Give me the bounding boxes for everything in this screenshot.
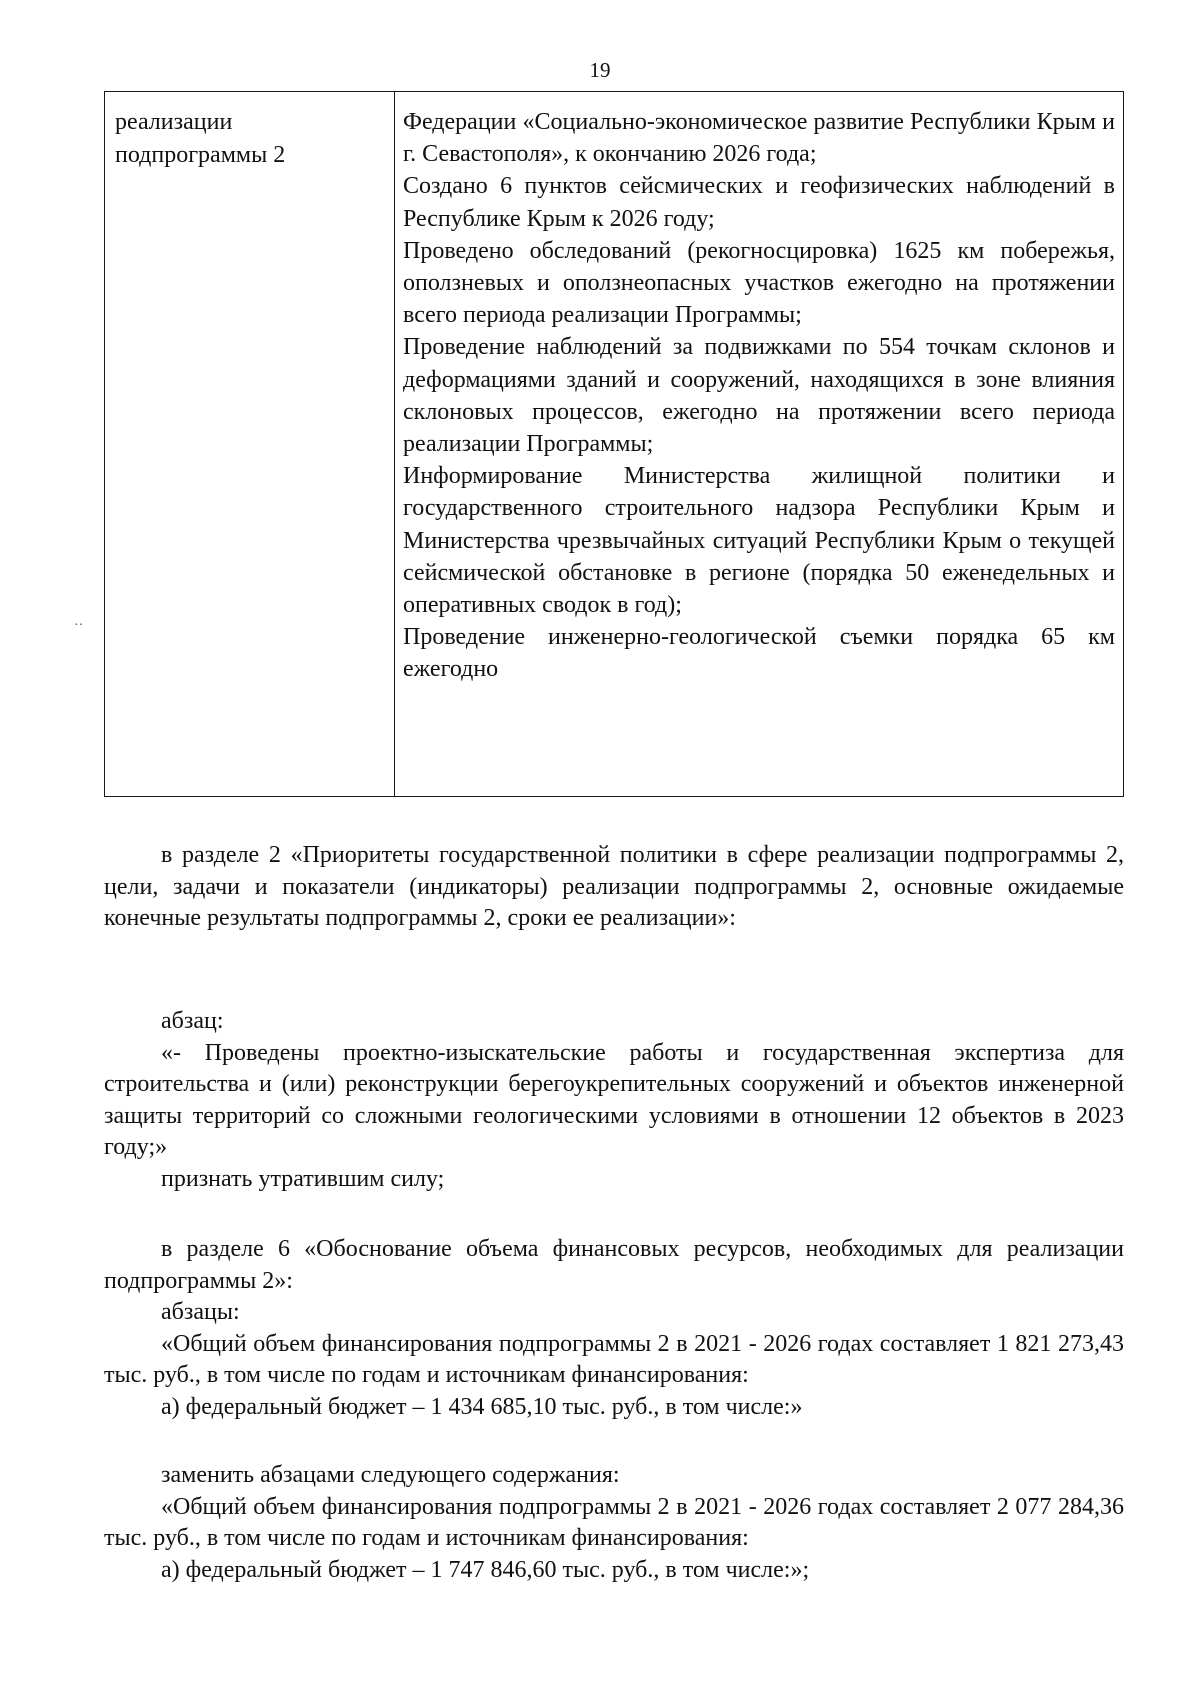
- result-item: Проведено обследований (рекогносцировка) 1625 км побережья, оползневых и оползнеопасных участков ежегодно на протяжении всего периода реализации Программы;: [403, 237, 1115, 329]
- left-cell-line: подпрограммы 2: [115, 142, 286, 168]
- left-cell-line: реализации: [115, 109, 233, 135]
- section2-block: [104, 840, 1124, 935]
- indicator-table: [104, 91, 1124, 797]
- section2-intro: в разделе 2 «Приоритеты государственной политики в сфере реализации подпрограммы 2, цели, задачи и показатели (индикаторы) реализации подпрограммы 2, основные ожидаемые конечные результаты подпрограммы 2, сроки ее реализации»:: [104, 842, 1124, 931]
- result-item: Информирование Министерства жилищной политики и государственного строительного надзора Республики Крым и Министерства чрезвычайных ситуаций Республики Крым о текущей сейсмической обстановке в регионе (порядка 50 еженедельных и оперативных сводок в год);: [403, 463, 1115, 619]
- new-federal-paragraph: а) федеральный бюджет – 1 747 846,60 тыс. руб., в том числе:»;: [161, 1556, 810, 1583]
- repeal-text: признать утратившим силу;: [161, 1165, 445, 1192]
- result-item: Проведение наблюдений за подвижками по 554 точкам склонов и деформациями зданий и сооружений, находящихся в зоне влияния склоновых процессов, ежегодно на протяжении всего периода реализации Программы;: [403, 334, 1115, 458]
- paragraphs-label: абзацы:: [161, 1299, 240, 1325]
- quoted-paragraph: «- Проведены проектно-изыскательские работы и государственная экспертиза для строительства и (или) реконструкции берегоукрепительных сооружений и объектов инженерной защиты территорий со сложными геологическими условиями в отношении 12 объектов в 2023 году;»: [104, 1039, 1124, 1160]
- section6-block: [104, 1234, 1124, 1423]
- table-left-cell: [115, 106, 385, 172]
- old-total-paragraph: «Общий объем финансирования подпрограммы 2 в 2021 - 2026 годах составляет 1 821 273,43 тыс. руб., в том числе по годам и источникам финансирования:: [104, 1330, 1124, 1388]
- table-column-divider: [394, 92, 395, 796]
- result-item: Проведение инженерно-геологической съемки порядка 65 км ежегодно: [403, 624, 1115, 683]
- result-item: Федерации «Социально-экономическое развитие Республики Крым и г. Севастополя», к окончанию 2026 года;: [403, 109, 1115, 168]
- repeal-block: [104, 1006, 1124, 1195]
- paragraph-label: абзац:: [161, 1008, 224, 1034]
- old-federal-paragraph: а) федеральный бюджет – 1 434 685,10 тыс. руб., в том числе:»: [161, 1393, 803, 1420]
- page-number: 19: [589, 58, 611, 82]
- table-right-cell: [403, 106, 1115, 686]
- scan-speck: ··: [74, 618, 84, 633]
- new-total-paragraph: «Общий объем финансирования подпрограммы 2 в 2021 - 2026 годах составляет 2 077 284,36 тыс. руб., в том числе по годам и источникам финансирования:: [104, 1493, 1124, 1551]
- section6-intro: в разделе 6 «Обоснование объема финансовых ресурсов, необходимых для реализации подпрограммы 2»:: [104, 1236, 1124, 1294]
- replacement-block: [104, 1460, 1124, 1586]
- result-item: Создано 6 пунктов сейсмических и геофизических наблюдений в Республике Крым к 2026 году;: [403, 173, 1115, 232]
- replace-text: заменить абзацами следующего содержания:: [161, 1462, 620, 1488]
